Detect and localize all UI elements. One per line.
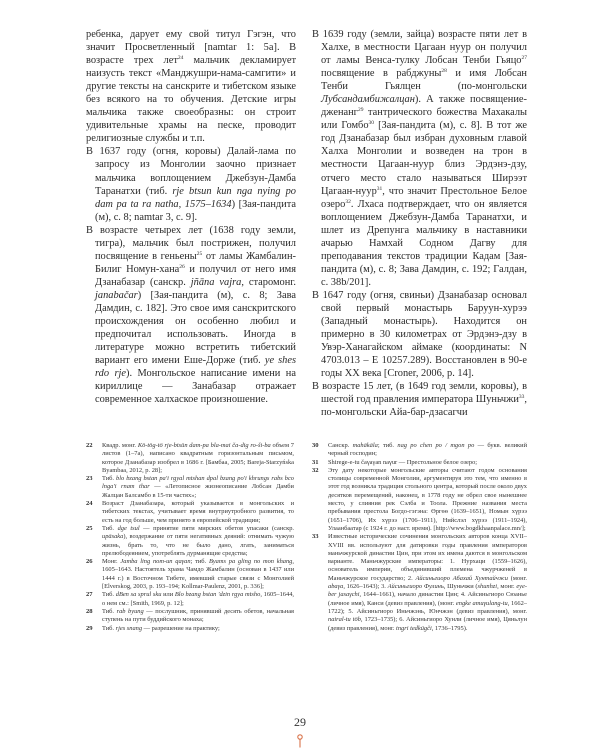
paragraph: [312, 289, 527, 380]
pin-marker-icon: [296, 734, 304, 748]
page-number: 29: [294, 715, 306, 729]
text-run: посвящение в рабджуны: [321, 68, 442, 80]
footnote-number: 25: [86, 524, 93, 532]
footnote-reference[interactable]: 32: [345, 198, 351, 205]
main-text-left-column: [86, 28, 296, 406]
footnote: [86, 625, 294, 633]
italic-term: tngri tedkügči: [396, 624, 432, 632]
text-run: , что значит Престольное Белое озеро: [321, 185, 527, 210]
text-run: , Шуньчжи (: [443, 583, 478, 591]
footnote-text: [328, 467, 527, 533]
text-run: В 1639 году (земли, зайца) возрасте пяти лет в Халхе, в местности Цагаан нуур он получил от ламы Венса-тулку Лобсан Тенби Гьяцо: [312, 29, 527, 67]
italic-term: mahākāla: [352, 442, 378, 449]
text-run: — разрешение на практику;: [142, 624, 220, 632]
text-run: и получил от него имя Дзанабазар (санскр.: [95, 263, 296, 288]
footnote-text: [102, 625, 294, 633]
footnote-number: 23: [86, 475, 93, 483]
text-run: ). Монгольское написание имени на кириллице — Занабазар отражает современное халхаское произношение.: [95, 368, 296, 406]
text-run: — «Летописное жизнеописание Лобсан Дамби Жалцан Балсамбо в 15-ти частях»;: [102, 483, 294, 499]
footnote-reference[interactable]: 33: [518, 394, 525, 401]
text-run: Квадр. монг.: [102, 442, 138, 449]
text-run: , монг.: [497, 583, 517, 591]
footnote-reference[interactable]: 25: [196, 250, 203, 257]
text-run: , старомонг.: [241, 276, 296, 288]
footnote-reference[interactable]: 27: [521, 55, 527, 62]
footnote: [312, 442, 527, 459]
footnote-number: 32: [312, 466, 319, 474]
text-run: , 1662–1722); 5. Айсиньгиоро Иньчжэнь, Юнчжэн (девиз правления), монг.: [328, 599, 527, 615]
italic-term: dge tsul: [117, 524, 140, 532]
footnote-reference[interactable]: 24: [177, 55, 184, 62]
text-run: ) [Зая-пандита (м), с. 8; Зава Дамдин, с. 182]. Это свое имя санскритского происхождения он особенно любил и предпочитал использовать. Иногда в литературе можно встретить тибетский вариант его имени Еше-Дорже (тиб.: [95, 289, 296, 367]
footnote-reference[interactable]: 30: [368, 120, 375, 127]
footnote: [86, 442, 294, 475]
paragraph: [86, 28, 296, 145]
italic-term: abaγa: [328, 583, 344, 591]
italic-term: Айсиньгиоро Абахай Хунтайчжи: [415, 574, 508, 582]
text-run: Тиб.: [102, 591, 116, 599]
footnote: [86, 475, 294, 500]
footnote-reference[interactable]: 31: [376, 185, 383, 192]
italic-term: Айсиньгиоро Фулинь: [387, 583, 444, 591]
footnote-text: [328, 459, 527, 467]
text-run: — принятие пяти мирских обетов упасаки (санскр.: [139, 524, 295, 532]
footnote-text: [102, 442, 294, 475]
text-run: мальчик декламирует наизусть текст «Манджушри-нама-самгити» и другие тексты на санскрите и тибетском языке без всякого на то обучения. Детские игры мальчика также своеобразны: он строит удивительные храмы на песке, проводит религиозные службы и т.п.: [86, 55, 296, 145]
text-run: ; тиб.: [190, 558, 209, 566]
text-run: тантрического божества Махакалы или Гомбо: [321, 107, 527, 132]
footnote-reference[interactable]: 28: [441, 68, 447, 75]
footnote-number: 33: [312, 533, 319, 541]
text-run: объем 7 листов (1–7a), написано квадратным горизонтальным письмом, которое Дзанабазар изобрел в 1686 г. [Бамбаа, 2005; Bareja-Starzyńska Byambaa, 2012, p. 28];: [102, 442, 294, 474]
text-run: ). А также посвящение-дженанг: [321, 94, 527, 119]
text-run: — послушник, принявший десять обетов, начальная ступень на пути буддийского монаха;: [102, 607, 294, 624]
text-run: , 1644–1661), начало династии Цин; 4. Айсиньгиоро Сюанье (личное имя), Канси (девиз правления), (монг.: [328, 591, 527, 607]
paragraph: [312, 380, 527, 419]
footnote-text: [102, 475, 294, 500]
text-run: Тиб.: [102, 475, 117, 483]
text-run: В возрасте четырех лет (1638 году земли, тигра), мальчик был пострижен, получил посвящение в геньены: [86, 224, 296, 262]
footnote-number: 24: [86, 500, 93, 508]
text-run: и имя Лобсан Тенби Гьялцен (по-монгольски: [321, 68, 527, 93]
footnote: [312, 467, 527, 533]
text-run: Тиб.: [102, 607, 117, 615]
text-run: , 1626–1643); 3.: [343, 583, 388, 591]
italic-term: rjes snang: [115, 624, 143, 632]
italic-term: blo bzang bstan pa'i rgyal mtshan dpal bzang po'i khrungs rabs bco lnga'i rnam thar: [102, 475, 294, 491]
text-run: , по-монгольски Айа-бар-дзасагчи: [321, 394, 527, 419]
italic-term: rje btsun kun nga nying po dam pa ta ra natha, 1575–1634: [95, 185, 296, 210]
footnote-number: 29: [86, 624, 93, 632]
text-run: В 1637 году (огня, коровы) Далай-лама по запросу из Монголии заочно признает мальчика воплощением Джебзун-Дамба Таранатхи (тиб.: [86, 146, 296, 197]
italic-term: Byams pa gling no mon khang: [208, 558, 293, 566]
footnote-number: 31: [312, 458, 319, 466]
text-run: или: [161, 591, 175, 599]
text-run: Санскр.: [328, 442, 353, 449]
text-run: Возраст Дзанабазара, который указывается в монгольских и тибетских текстах, учитывает время внутриутробного развития, то есть на год больше, чем принято в европейской традиции;: [102, 500, 294, 524]
text-run: В возрасте 15 лет, (в 1649 год земли, коровы), в шестой год правления императора Шуньчжи: [312, 381, 527, 406]
italic-term: Kö-tög-tö rje-btsün dam-pa bla-mai ča-dig ro-ši-ba: [137, 442, 271, 449]
text-run: Shirege-e-tu čaγaγan naγur — Престольное белое озеро;: [328, 458, 478, 466]
italic-term: shunhzi: [477, 583, 498, 591]
text-run: , 1736–1795).: [431, 624, 468, 632]
footnote: [312, 459, 527, 467]
footnote-number: 30: [312, 442, 319, 449]
italic-term: engke amuγulang-tu: [455, 599, 508, 607]
text-run: , 1605–1644, о нем см.: [Smith, 1969, p. 12];: [102, 591, 294, 607]
footnote-text: [102, 558, 294, 591]
text-run: ребенка, дарует ему свой титул Гэгэн, что значит Просветленный [namtar 1: 5a]. В возрасте трех лет: [86, 29, 296, 67]
text-run: Монг.: [102, 558, 121, 566]
footnote: [312, 533, 527, 633]
italic-term: janabačar: [95, 289, 138, 301]
italic-term: dBen sa sprul sku: [115, 591, 162, 599]
text-run: Тиб.: [102, 624, 116, 632]
italic-term: jñāna vajra: [190, 276, 242, 288]
footnote-text: [102, 591, 294, 608]
footnote: [86, 525, 294, 558]
italic-term: Jamba ling nom-un qaγan: [120, 558, 191, 566]
italic-term: rab byung: [116, 607, 144, 615]
paragraph: [86, 224, 296, 407]
text-run: от ламы Жамбалин-Билиг Номун-хана: [95, 250, 296, 275]
text-run: ), воздержание от пяти негативных деяний: отнимать чужую жизнь, брать то, что не было дано, лгать, заниматься прелюбодеянием, употреблять дурманящие средства;: [102, 533, 294, 557]
footnote-number: 27: [86, 591, 93, 599]
footnote-text: [328, 442, 527, 459]
text-run: ; тиб.: [377, 442, 398, 449]
text-run: . Лхаса подтверждает, что он является воплощением Джебзун-Дамба Таранатхи, и шлет из Дрепунга мальчику в наставники ачарью Намхай Содном Дагву для преподавания текстов традиции Кадам [Зая-пандита (м), с. 8; Зава Дамдин, с. 192; Галдан, с. 38b/201].: [321, 198, 527, 288]
italic-term: eye-ber jasaγchi: [328, 583, 527, 599]
footnote: [86, 500, 294, 525]
footnote: [86, 558, 294, 591]
footnote-number: 28: [86, 607, 93, 615]
text-run: ) [Зая-пандита (м), с. 8; namtar 3, с. 9].: [95, 198, 297, 223]
footnote-text: [102, 608, 294, 625]
italic-term: nairal-tu töb: [328, 616, 361, 624]
footnote-reference[interactable]: 26: [179, 263, 185, 270]
text-run: — букв. великий черный господин;: [328, 442, 527, 458]
italic-term: ye shes rdo rje: [95, 355, 297, 380]
footnote-text: [328, 533, 527, 633]
text-run: (монг.: [507, 574, 528, 582]
italic-term: nag po chen po / mgon po: [397, 442, 475, 449]
text-run: , 1605–1643. Настоятель храма Чамдо Жамбалин (основан в 1437 или 1444 г.) в Восточном Тибете, имевший старые связи с Монголией [Elverskog, 2003, p. 193–194; Kollmar-Paulenz, 2001, p. 336];: [102, 558, 294, 591]
footnote: [86, 591, 294, 608]
text-run: Известные исторические сочинения монгольских авторов конца XVII–XVIII вв. используют для датировки годы правления императоров маньчжурской династии Цин, при этом их имена даются в монгольском варианте. Маньчжурские императоры: 1. Нурхаци (1559–1626), основатель империи, объединивший племена чжурчженей в Маньчжурское государство; 2.: [328, 533, 527, 582]
italic-term: Лубсандамбижалцан: [321, 94, 415, 106]
footnote-text: [102, 525, 294, 558]
footnotes-right-column: [312, 442, 527, 633]
footnotes-left-column: [86, 442, 294, 633]
footnote-reference[interactable]: 29: [357, 107, 364, 114]
italic-term: Blo bzang bstan 'dzin rgya mtsho: [174, 591, 261, 599]
footnote-text: [102, 500, 294, 525]
footnote-number: 22: [86, 442, 93, 449]
text-run: Эту дату некоторые монгольские авторы считают годом основания столицы современной Монголии, аргументируя это тем, что именно в этот год возникла традиция стольного центра, который после около двух десятков перемещений, наконец, в 1778 году не обрел свое нынешнее место, у слияния рек Сэлба и Тоола. Прежние названия места пребывания престола Богдо-гэгэна: Өргөө (1639–1651), Номын хүрээ (1651–1706), Их хүрээ (1706–1911), Нийслэл хүрээ (1911–1924), Улаанбаатар (с 1924 г. до наст. время). [http://www.bogdkhaanpalace.mn/];: [328, 466, 527, 532]
italic-term: upāsaka: [102, 533, 124, 541]
footnote-number: 26: [86, 558, 93, 566]
main-text-right-column: [312, 28, 527, 419]
paragraph: [312, 28, 527, 289]
text-run: Тиб.: [102, 524, 118, 532]
text-run: , 1723–1735); 6. Айсиньгиоро Хунли (личное имя), Цяньлун (девиз правления), монг.: [328, 616, 527, 632]
paragraph: [86, 145, 296, 223]
footnote: [86, 608, 294, 625]
text-run: В 1647 году (огня, свиньи) Дзанабазар основал свой первый монастырь Баруун-хурээ (Западный монастырь). Находится он примерно в 30 километрах от Эрдэнэ-дзу в Увэр-Ханагайском аймаке (координаты: N 4703.013 – E 10257.289). Восстановлен в 90-е годы XX века [Croner, 2006, p. 14].: [312, 289, 527, 380]
text-run: [Зая-пандита (м), с. 8]. В тот же год Дзанабазар был избран духовным главой Халха Монголии и возведен на трон в местности Цагаан-нуур близ Эрдэнэ-дзу, отчего место стало называться Ширээт Цагаан-нуур: [321, 120, 527, 197]
